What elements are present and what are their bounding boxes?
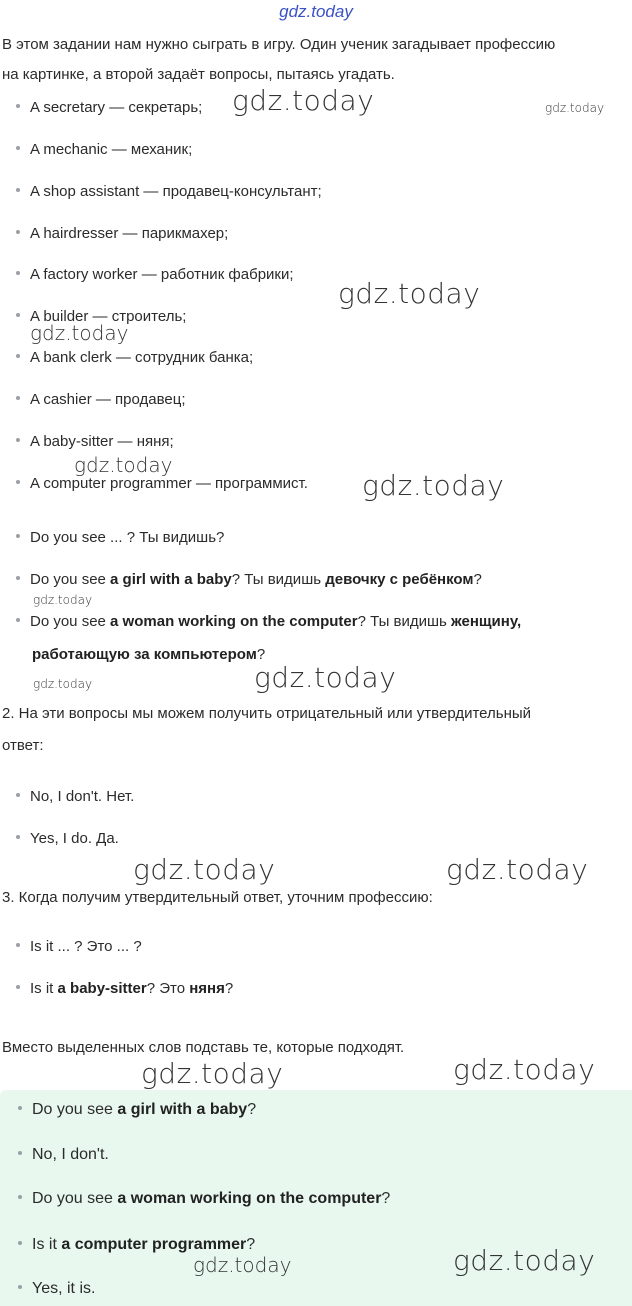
- list-item: A builder — строитель;: [16, 307, 186, 327]
- section-3-line-1: 3. Когда получим утвердительный ответ, уточним профессию:: [2, 889, 433, 906]
- list-item: Yes, it is.: [18, 1279, 95, 1299]
- list-item: No, I don't.: [18, 1145, 109, 1165]
- bullet-icon: [16, 480, 20, 484]
- bullet-icon: [16, 438, 20, 442]
- watermark-text: gdz.today: [74, 453, 173, 477]
- instruction-text: Вместо выделенных слов подставь те, которые подходят.: [2, 1039, 405, 1056]
- list-item: A computer programmer — программист.: [16, 474, 308, 494]
- list-item: Is it a computer programmer?: [18, 1235, 255, 1255]
- intro-line-1: В этом задании нам нужно сыграть в игру. Один ученик загадывает профессию: [2, 36, 556, 53]
- intro-line-2: на картинке, а второй задаёт вопросы, пытаясь угадать.: [2, 66, 395, 83]
- watermark-text: gdz.today: [338, 277, 481, 310]
- bullet-icon: [16, 618, 20, 622]
- bullet-icon: [16, 793, 20, 797]
- bullet-icon: [16, 354, 20, 358]
- watermark-text: gdz.today: [453, 1244, 596, 1277]
- list-item: A factory worker — работник фабрики;: [16, 265, 294, 285]
- site-logo[interactable]: gdz.today: [279, 2, 353, 21]
- section-2-line-2: ответ:: [2, 737, 44, 754]
- list-item-continuation: работающую за компьютером?: [32, 646, 266, 663]
- bullet-icon: [18, 1106, 22, 1110]
- watermark-text: gdz.today: [141, 1057, 284, 1090]
- list-item: A bank clerk — сотрудник банка;: [16, 348, 253, 368]
- bullet-icon: [16, 188, 20, 192]
- watermark-text: gdz.today: [362, 469, 505, 502]
- list-item: A hairdresser — парикмахер;: [16, 224, 228, 244]
- list-item: Do you see a girl with a baby? Ты видишь девочку с ребёнком?: [16, 570, 482, 590]
- watermark-text: gdz.today: [545, 101, 605, 115]
- list-item: Do you see a girl with a baby?: [18, 1100, 256, 1120]
- bullet-icon: [18, 1241, 22, 1245]
- list-item: Do you see ... ? Ты видишь?: [16, 528, 224, 548]
- watermark-text: gdz.today: [232, 84, 375, 117]
- bullet-icon: [16, 534, 20, 538]
- section-2-line-1: 2. На эти вопросы мы можем получить отрицательный или утвердительный: [2, 705, 532, 722]
- list-item: Yes, I do. Да.: [16, 829, 119, 849]
- watermark-text: gdz.today: [453, 1053, 596, 1086]
- watermark-text: gdz.today: [254, 661, 397, 694]
- list-item: Do you see a woman working on the computer?: [18, 1189, 390, 1209]
- bullet-icon: [16, 943, 20, 947]
- list-item: No, I don't. Нет.: [16, 787, 134, 807]
- bullet-icon: [16, 985, 20, 989]
- watermark-text: gdz.today: [446, 853, 589, 886]
- list-item: A mechanic — механик;: [16, 140, 192, 160]
- watermark-text: gdz.today: [193, 1253, 292, 1277]
- list-item: Do you see a woman working on the computer? Ты видишь женщину,: [16, 612, 521, 632]
- list-item: A shop assistant — продавец-консультант;: [16, 182, 322, 202]
- list-item: A cashier — продавец;: [16, 390, 186, 410]
- bullet-icon: [18, 1151, 22, 1155]
- watermark-text: gdz.today: [33, 593, 93, 607]
- bullet-icon: [16, 271, 20, 275]
- list-item: Is it ... ? Это ... ?: [16, 937, 142, 957]
- list-item: Is it a baby-sitter? Это няня?: [16, 979, 233, 999]
- watermark-text: gdz.today: [133, 853, 276, 886]
- bullet-icon: [18, 1195, 22, 1199]
- bullet-icon: [16, 576, 20, 580]
- bullet-icon: [16, 835, 20, 839]
- list-item: A secretary — секретарь;: [16, 98, 202, 118]
- bullet-icon: [16, 313, 20, 317]
- bullet-icon: [16, 146, 20, 150]
- bullet-icon: [18, 1285, 22, 1289]
- bullet-icon: [16, 230, 20, 234]
- watermark-text: gdz.today: [30, 321, 129, 345]
- bullet-icon: [16, 104, 20, 108]
- watermark-text: gdz.today: [33, 677, 93, 691]
- bullet-icon: [16, 396, 20, 400]
- list-item: A baby-sitter — няня;: [16, 432, 174, 452]
